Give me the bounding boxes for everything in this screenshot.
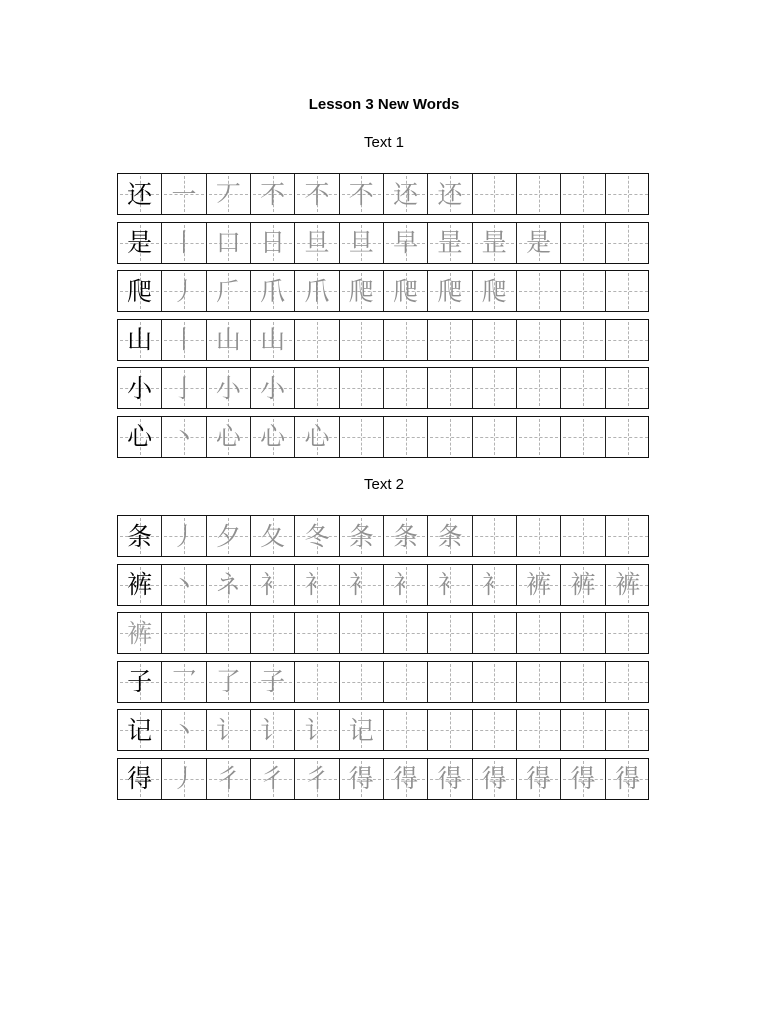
- empty-practice-cell: [384, 368, 428, 408]
- stroke-order-cell: [251, 368, 295, 408]
- empty-practice-cell: [561, 174, 605, 214]
- empty-practice-cell: [384, 613, 428, 653]
- stroke-order-cell: [207, 417, 251, 457]
- empty-practice-cell: [340, 662, 384, 702]
- main-character-cell: [118, 417, 162, 457]
- stroke-order-cell: [251, 516, 295, 556]
- stroke-order-cell: [162, 759, 206, 799]
- practice-row: [117, 173, 649, 215]
- empty-practice-cell: [207, 613, 251, 653]
- cell-glyph: 衤: [437, 570, 463, 599]
- cell-glyph: 爪: [260, 276, 286, 306]
- practice-row: [117, 758, 649, 800]
- cell-glyph: 记: [127, 715, 153, 745]
- stroke-order-cell: [340, 516, 384, 556]
- practice-row: [117, 612, 649, 654]
- cell-glyph: 丶: [171, 715, 197, 745]
- section-title-text-1: Text 1: [363, 134, 405, 151]
- cell-glyph: 还: [393, 179, 419, 209]
- stroke-order-cell: [207, 174, 251, 214]
- stroke-order-cell: [517, 759, 561, 799]
- cell-glyph: 丨: [171, 325, 197, 354]
- cell-glyph: 条: [348, 521, 374, 551]
- stroke-order-cell: [162, 710, 206, 750]
- cell-glyph: 讠: [304, 715, 330, 745]
- cell-glyph: 得: [127, 764, 153, 793]
- stroke-order-cell: [162, 174, 206, 214]
- cell-glyph: 裤: [570, 570, 596, 599]
- cell-glyph: 不: [348, 179, 374, 209]
- stroke-order-cell: [295, 174, 339, 214]
- stroke-order-cell: [295, 565, 339, 605]
- empty-practice-cell: [606, 710, 650, 750]
- stroke-order-cell: [428, 565, 472, 605]
- cell-glyph: 衤: [348, 570, 374, 599]
- stroke-order-cell: [340, 174, 384, 214]
- cell-glyph: 子: [260, 667, 286, 696]
- empty-practice-cell: [517, 710, 561, 750]
- stroke-order-cell: [207, 565, 251, 605]
- cell-glyph: ネ: [215, 570, 241, 599]
- empty-practice-cell: [561, 368, 605, 408]
- main-character-cell: [118, 565, 162, 605]
- stroke-order-cell: [295, 223, 339, 263]
- cell-glyph: 记: [348, 715, 374, 745]
- cell-glyph: 裤: [526, 570, 552, 599]
- stroke-order-cell: [162, 271, 206, 311]
- empty-practice-cell: [384, 662, 428, 702]
- cell-glyph: 小: [127, 373, 153, 403]
- main-character-cell: [118, 223, 162, 263]
- cell-glyph: 丿: [171, 764, 197, 793]
- main-character-cell: [118, 271, 162, 311]
- stroke-order-cell: [384, 565, 428, 605]
- empty-practice-cell: [517, 271, 561, 311]
- cell-glyph: 早: [393, 228, 419, 257]
- cell-glyph: 还: [127, 179, 153, 209]
- cell-glyph: 心: [127, 422, 153, 451]
- cell-glyph: 小: [215, 373, 241, 403]
- practice-row: [117, 367, 649, 409]
- stroke-order-cell: [561, 759, 605, 799]
- stroke-order-cell: [384, 516, 428, 556]
- stroke-order-cell: [428, 759, 472, 799]
- empty-practice-cell: [428, 662, 472, 702]
- empty-practice-cell: [517, 516, 561, 556]
- stroke-order-cell: [251, 662, 295, 702]
- empty-practice-cell: [606, 662, 650, 702]
- stroke-order-cell: [384, 759, 428, 799]
- empty-practice-cell: [428, 710, 472, 750]
- cell-glyph: 丿: [171, 276, 197, 306]
- cell-glyph: 旦: [348, 228, 374, 257]
- empty-practice-cell: [295, 320, 339, 360]
- empty-practice-cell: [295, 368, 339, 408]
- empty-practice-cell: [606, 368, 650, 408]
- stroke-order-cell: [162, 662, 206, 702]
- practice-row: [117, 515, 649, 557]
- cell-glyph: 得: [570, 764, 596, 793]
- stroke-order-cell: [295, 417, 339, 457]
- empty-practice-cell: [561, 516, 605, 556]
- empty-practice-cell: [473, 662, 517, 702]
- empty-practice-cell: [428, 320, 472, 360]
- empty-practice-cell: [517, 613, 561, 653]
- stroke-order-cell: [561, 565, 605, 605]
- cell-glyph: 丨: [171, 228, 197, 257]
- stroke-order-cell: [207, 710, 251, 750]
- empty-practice-cell: [384, 710, 428, 750]
- empty-practice-cell: [561, 271, 605, 311]
- empty-practice-cell: [606, 613, 650, 653]
- stroke-order-cell: [473, 565, 517, 605]
- cell-glyph: 子: [127, 667, 153, 696]
- empty-practice-cell: [517, 368, 561, 408]
- cell-glyph: 夂: [260, 521, 286, 551]
- cell-glyph: 衤: [393, 570, 419, 599]
- cell-glyph: 旦: [304, 228, 330, 257]
- main-character-cell: [118, 613, 162, 653]
- empty-practice-cell: [428, 368, 472, 408]
- main-character-cell: [118, 662, 162, 702]
- cell-glyph: 彳: [215, 764, 241, 793]
- stroke-order-cell: [428, 271, 472, 311]
- cell-glyph: 条: [437, 521, 463, 551]
- empty-practice-cell: [606, 223, 650, 263]
- main-character-cell: [118, 368, 162, 408]
- empty-practice-cell: [561, 613, 605, 653]
- stroke-order-cell: [162, 417, 206, 457]
- stroke-order-cell: [384, 223, 428, 263]
- stroke-order-cell: [251, 710, 295, 750]
- stroke-order-cell: [340, 565, 384, 605]
- cell-glyph: 衤: [260, 570, 286, 599]
- cell-glyph: 彳: [260, 764, 286, 793]
- stroke-order-cell: [251, 759, 295, 799]
- stroke-order-cell: [207, 320, 251, 360]
- cell-glyph: 丆: [215, 179, 241, 209]
- cell-glyph: 小: [260, 373, 286, 403]
- empty-practice-cell: [340, 613, 384, 653]
- stroke-order-cell: [162, 368, 206, 408]
- empty-practice-cell: [473, 417, 517, 457]
- empty-practice-cell: [295, 613, 339, 653]
- cell-glyph: 得: [437, 764, 463, 793]
- stroke-order-cell: [606, 759, 650, 799]
- stroke-order-cell: [207, 271, 251, 311]
- stroke-order-cell: [428, 174, 472, 214]
- cell-glyph: 昰: [437, 228, 463, 257]
- cell-glyph: 是: [127, 228, 153, 257]
- practice-row: [117, 222, 649, 264]
- cell-glyph: 山: [215, 325, 241, 354]
- empty-practice-cell: [606, 417, 650, 457]
- empty-practice-cell: [473, 613, 517, 653]
- cell-glyph: 心: [304, 422, 330, 451]
- empty-practice-cell: [428, 613, 472, 653]
- stroke-order-cell: [251, 174, 295, 214]
- cell-glyph: 爬: [348, 276, 374, 306]
- cell-glyph: 彳: [304, 764, 330, 793]
- empty-practice-cell: [561, 710, 605, 750]
- empty-practice-cell: [473, 710, 517, 750]
- cell-glyph: 日: [260, 228, 286, 257]
- cell-glyph: 心: [215, 422, 241, 451]
- cell-glyph: 得: [393, 764, 419, 793]
- empty-practice-cell: [428, 417, 472, 457]
- empty-practice-cell: [517, 174, 561, 214]
- empty-practice-cell: [473, 174, 517, 214]
- empty-practice-cell: [517, 417, 561, 457]
- stroke-order-cell: [384, 174, 428, 214]
- section-title-text-2: Text 2: [363, 476, 405, 493]
- cell-glyph: 得: [348, 764, 374, 793]
- empty-practice-cell: [561, 223, 605, 263]
- empty-practice-cell: [561, 417, 605, 457]
- cell-glyph: 山: [260, 325, 286, 354]
- stroke-order-cell: [207, 662, 251, 702]
- practice-row: [117, 270, 649, 312]
- practice-row: [117, 564, 649, 606]
- main-character-cell: [118, 174, 162, 214]
- stroke-order-cell: [517, 223, 561, 263]
- empty-practice-cell: [295, 662, 339, 702]
- cell-glyph: 山: [127, 325, 153, 354]
- empty-practice-cell: [340, 368, 384, 408]
- cell-glyph: 爪: [304, 276, 330, 306]
- cell-glyph: 得: [615, 764, 641, 793]
- stroke-order-cell: [384, 271, 428, 311]
- cell-glyph: 条: [127, 521, 153, 551]
- stroke-order-cell: [207, 223, 251, 263]
- stroke-order-cell: [251, 320, 295, 360]
- empty-practice-cell: [384, 417, 428, 457]
- empty-practice-cell: [517, 320, 561, 360]
- stroke-order-cell: [340, 271, 384, 311]
- cell-glyph: 丶: [171, 570, 197, 599]
- cell-glyph: 裤: [127, 570, 153, 599]
- stroke-order-cell: [428, 516, 472, 556]
- cell-glyph: 爬: [481, 276, 507, 306]
- cell-glyph: 不: [304, 179, 330, 209]
- cell-glyph: 条: [393, 521, 419, 551]
- empty-practice-cell: [561, 320, 605, 360]
- cell-glyph: 心: [260, 422, 286, 451]
- practice-row: [117, 709, 649, 751]
- empty-practice-cell: [340, 320, 384, 360]
- stroke-order-cell: [251, 223, 295, 263]
- practice-row: [117, 319, 649, 361]
- cell-glyph: 讠: [215, 715, 241, 745]
- cell-glyph: 夕: [215, 521, 241, 551]
- empty-practice-cell: [473, 320, 517, 360]
- empty-practice-cell: [517, 662, 561, 702]
- cell-glyph: 𠂆: [215, 276, 241, 306]
- cell-glyph: 得: [526, 764, 552, 793]
- cell-glyph: 裤: [615, 570, 641, 599]
- empty-practice-cell: [340, 417, 384, 457]
- main-character-cell: [118, 759, 162, 799]
- stroke-order-cell: [207, 368, 251, 408]
- stroke-order-cell: [162, 320, 206, 360]
- cell-glyph: 还: [437, 179, 463, 209]
- cell-glyph: 衤: [481, 570, 507, 599]
- cell-glyph: 爬: [393, 276, 419, 306]
- stroke-order-cell: [162, 223, 206, 263]
- cell-glyph: 昰: [481, 228, 507, 257]
- stroke-order-cell: [473, 759, 517, 799]
- empty-practice-cell: [606, 320, 650, 360]
- stroke-order-cell: [428, 223, 472, 263]
- stroke-order-cell: [162, 565, 206, 605]
- cell-glyph: 亅: [171, 373, 197, 403]
- stroke-order-cell: [517, 565, 561, 605]
- cell-glyph: 口: [215, 228, 241, 257]
- stroke-order-cell: [251, 565, 295, 605]
- stroke-order-cell: [162, 516, 206, 556]
- cell-glyph: 冬: [304, 521, 330, 551]
- cell-glyph: 衤: [304, 570, 330, 599]
- practice-row: [117, 416, 649, 458]
- stroke-order-cell: [473, 271, 517, 311]
- practice-row: [117, 661, 649, 703]
- empty-practice-cell: [473, 368, 517, 408]
- main-character-cell: [118, 710, 162, 750]
- empty-practice-cell: [561, 662, 605, 702]
- empty-practice-cell: [606, 174, 650, 214]
- cell-glyph: 不: [260, 179, 286, 209]
- empty-practice-cell: [384, 320, 428, 360]
- stroke-order-cell: [295, 516, 339, 556]
- cell-glyph: 丿: [171, 521, 197, 551]
- cell-glyph: 丶: [171, 422, 197, 451]
- stroke-order-cell: [340, 759, 384, 799]
- stroke-order-cell: [251, 271, 295, 311]
- stroke-order-cell: [340, 223, 384, 263]
- cell-glyph: 裤: [127, 618, 153, 648]
- main-character-cell: [118, 516, 162, 556]
- cell-glyph: 爬: [437, 276, 463, 306]
- cell-glyph: 乛: [171, 667, 197, 696]
- empty-practice-cell: [251, 613, 295, 653]
- empty-practice-cell: [606, 271, 650, 311]
- cell-glyph: 得: [481, 764, 507, 793]
- stroke-order-cell: [473, 223, 517, 263]
- stroke-order-cell: [207, 516, 251, 556]
- main-character-cell: [118, 320, 162, 360]
- empty-practice-cell: [606, 516, 650, 556]
- stroke-order-cell: [340, 710, 384, 750]
- stroke-order-cell: [606, 565, 650, 605]
- cell-glyph: 是: [526, 228, 552, 257]
- stroke-order-cell: [295, 710, 339, 750]
- stroke-order-cell: [251, 417, 295, 457]
- cell-glyph: 讠: [260, 715, 286, 745]
- cell-glyph: 一: [171, 179, 197, 209]
- page-title: Lesson 3 New Words: [308, 96, 460, 113]
- cell-glyph: 了: [215, 667, 241, 696]
- stroke-order-cell: [207, 759, 251, 799]
- stroke-order-cell: [295, 759, 339, 799]
- empty-practice-cell: [473, 516, 517, 556]
- stroke-order-cell: [295, 271, 339, 311]
- cell-glyph: 爬: [127, 276, 153, 306]
- empty-practice-cell: [162, 613, 206, 653]
